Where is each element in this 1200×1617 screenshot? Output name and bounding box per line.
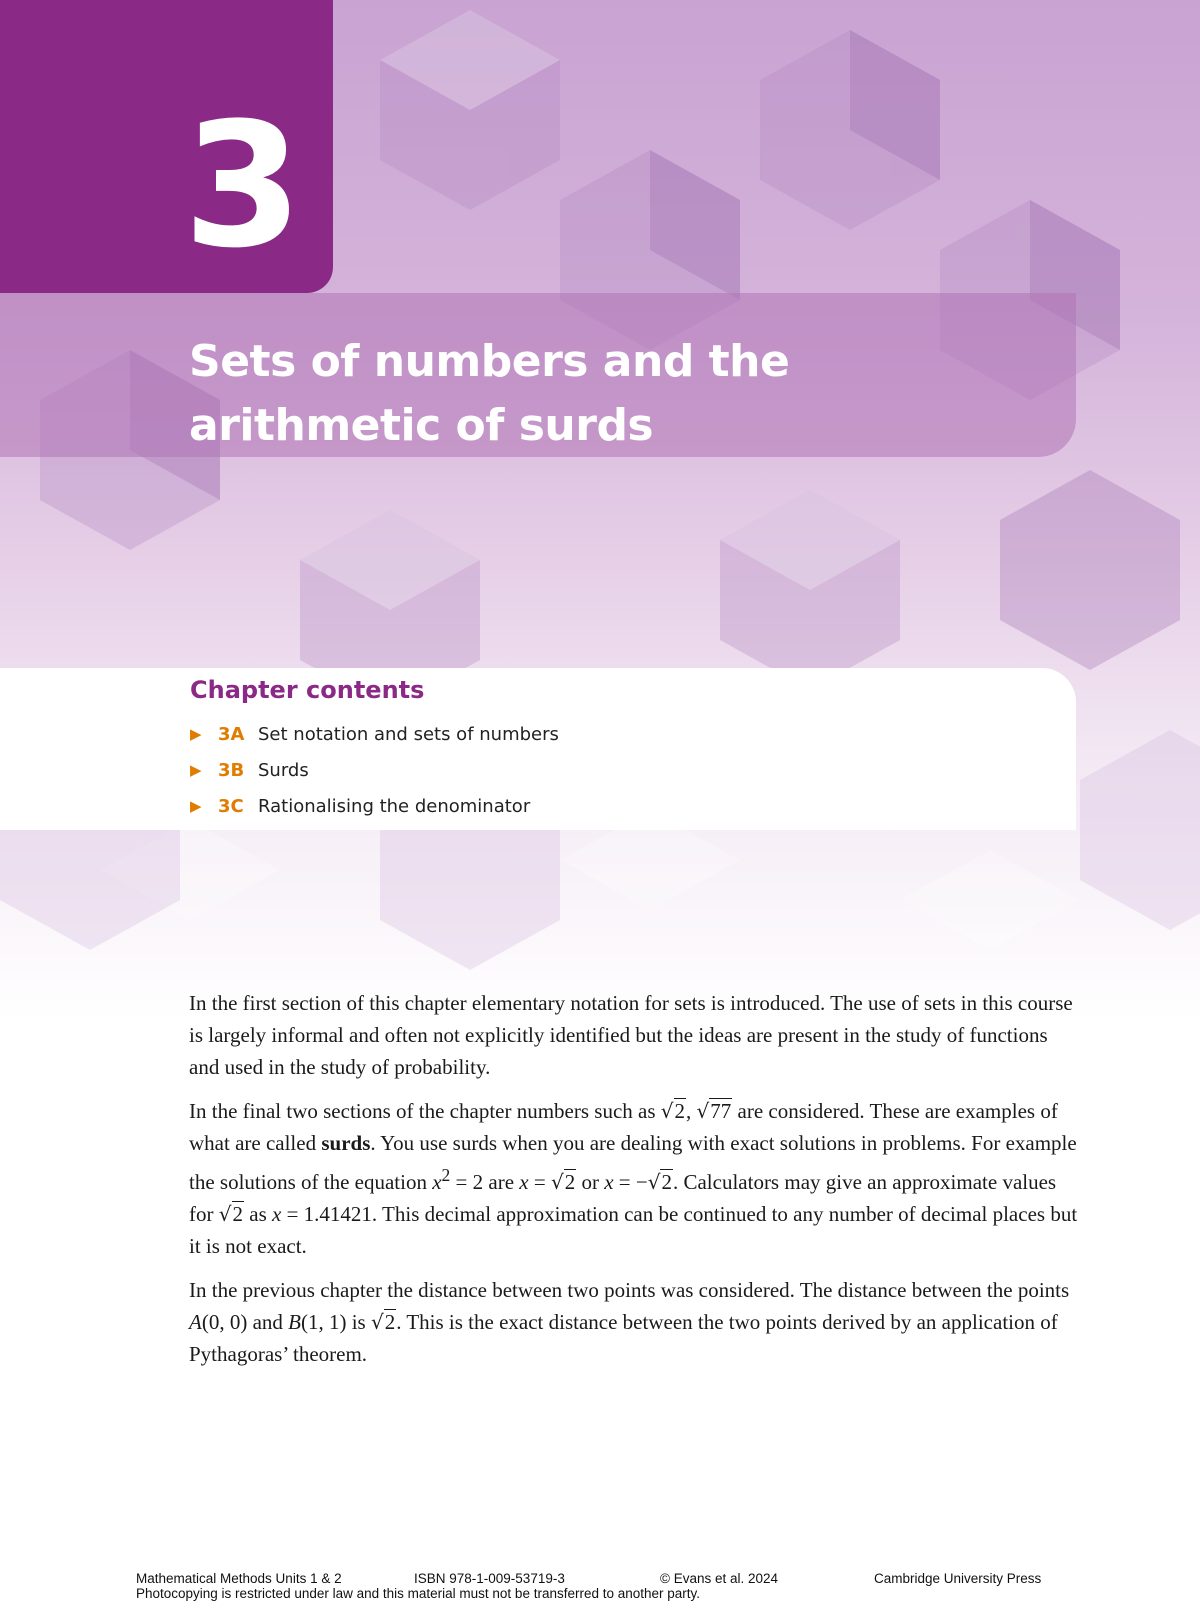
sqrt-expression: √2 [660,1099,686,1123]
chapter-contents-heading: Chapter contents [190,676,425,704]
intro-paragraph-2: In the final two sections of the chapter numbers such as √2, √77 are considered. These are examples of what are called surds. You use surds when you are dealing with exact solutions in problems. For example the solutions of the equation $x^2 = 2$ are x = √2 or x = −√2. Calculators may give an approximate values for √2 as x = 1.41421. This decimal approximation can be continued to any number of decimal places but it is not exact. [189,1099,1078,1258]
section-code: 3B [218,759,245,781]
contents-item[interactable] [190,788,559,824]
section-label: Surds [258,759,309,781]
sqrt-expression: √2 [370,1310,396,1334]
footer-publisher: Cambridge University Press [874,1571,1042,1586]
footer-copyright: © Evans et al. 2024 [660,1571,779,1586]
sqrt-expression: √77 [696,1099,732,1123]
triangle-right-icon: ▶ [190,761,202,779]
section-code: 3C [218,795,244,817]
footer-isbn: ISBN 978-1-009-53719-3 [414,1571,565,1586]
chapter-introduction [189,987,1079,1382]
section-code: 3A [218,723,245,745]
section-label: Rationalising the denominator [258,795,531,817]
footer-book-title: Mathematical Methods Units 1 & 2 [136,1571,342,1586]
sqrt-expression: √2 [550,1170,576,1194]
footer-notice: Photocopying is restricted under law and this material must not be transferred to another party. [136,1586,701,1601]
page-footer [136,1571,1072,1601]
intro-paragraph-1: In the first section of this chapter elementary notation for sets is introduced. The use of sets in this course is largely informal and often not explicitly identified but the ideas are present in the study of functions and used in the study of probability. [189,991,1073,1079]
surds-term: surds [321,1131,371,1155]
triangle-right-icon: ▶ [190,725,202,743]
chapter-contents-list [190,716,559,824]
chapter-title: Sets of numbers and the arithmetic of surds [189,336,790,451]
sqrt-expression: √2 [218,1202,243,1226]
intro-paragraph-3: In the previous chapter the distance between two points was considered. The distance between the points A(0, 0) and B(1, 1) is √2. This is the exact distance between the two points derived by an application of Pythagoras’ theorem. [189,1278,1070,1366]
chapter-number: 3 [183,85,299,286]
contents-item[interactable] [190,752,559,788]
triangle-right-icon: ▶ [190,797,202,815]
sqrt-expression: √2 [647,1170,672,1194]
section-label: Set notation and sets of numbers [258,723,559,745]
contents-item[interactable] [190,716,559,752]
